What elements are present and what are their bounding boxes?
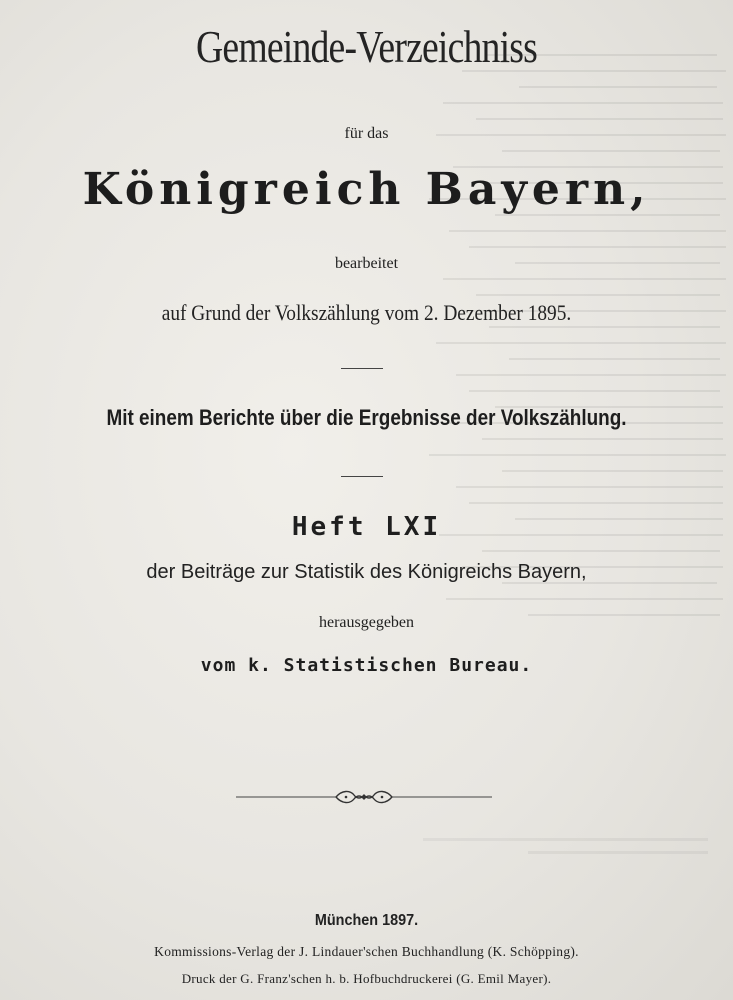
bearbeitet-text: bearbeitet <box>334 255 399 272</box>
series-line: der Beiträge zur Statistik des Königreichs Bayern, <box>146 561 587 583</box>
imprint-druck: Druck der G. Franz'schen h. b. Hofbuchdruckerei (G. Emil Mayer). <box>181 971 552 986</box>
show-through-text <box>403 40 733 740</box>
ornament-divider <box>236 786 492 808</box>
report-line: Mit einem Berichte über die Ergebnisse der Volkszählung. <box>106 405 627 430</box>
page-title: Gemeinde-Verzeichniss <box>196 21 537 72</box>
publisher-line: vom k. Statistischen Bureau. <box>200 655 533 676</box>
show-through-signature <box>423 828 723 868</box>
imprint-verlag: Kommissions-Verlag der J. Lindauer'schen Buchhandlung (K. Schöpping). <box>154 944 579 959</box>
subtitle-fuer-das: für das <box>344 125 389 142</box>
issue-heading: Heft LXI <box>291 512 442 542</box>
divider-rule-2 <box>341 476 383 477</box>
census-line: auf Grund der Volkszählung vom 2. Dezember 1895. <box>161 300 572 325</box>
divider-rule-1 <box>341 368 383 369</box>
imprint-city-year: München 1897. <box>314 912 419 929</box>
kingdom-heading: Königreich Bayern, <box>82 164 651 215</box>
herausgegeben-text: herausgegeben <box>318 614 415 631</box>
